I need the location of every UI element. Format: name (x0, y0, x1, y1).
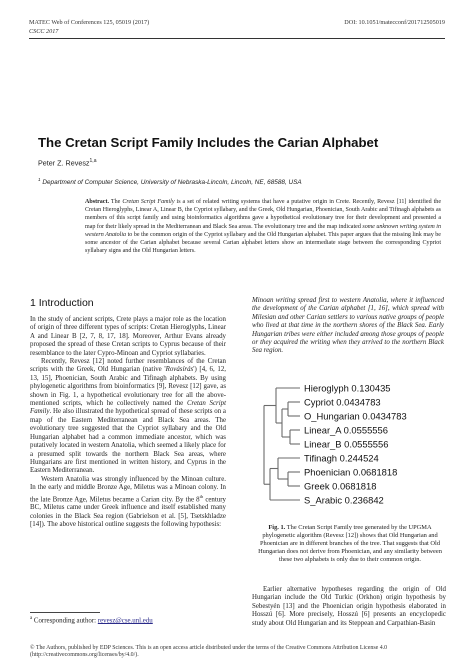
footnote-marker: a (30, 616, 33, 621)
tree-leaf-label: Hieroglyph 0.130435 (304, 382, 391, 394)
section-heading: 1 Introduction (30, 297, 94, 309)
right-column-paragraph (252, 586, 446, 628)
para2-text-a: Recently, Revesz [12] noted further resemblances of the Cretan scripts with the Greek, Old Hungarian (native ' (30, 358, 226, 374)
left-column (30, 316, 226, 529)
intro-paragraph-4: Earlier alternative hypotheses regarding the origin of Old Hungarian include the Old Turkic (Orkhon) origin hypothesis by Sebestyén [13] and the Phoenician origin hypothesis elaborated in Hosszú [6]. More precisely, Hosszú [6] presents an encyclopedic study about Old Hungarian and its Steppean and Carpathian-Basin (252, 586, 446, 627)
conference-header: CSCC 2017 (29, 28, 59, 35)
para2-text-b: ') [4, 6, 12, 13, 15], Phoenician, South Arabic and Tifinagh alphabets. By using phylogenetic algorithms from bioinformatics [9], Revesz [12] gave, as shown in Fig. 1, a hypothetical evolutionary tree for all the above-mentioned scripts, which he collectively named the (30, 366, 226, 408)
header-rule (29, 38, 445, 39)
tree-leaf-label: Cypriot 0.0434783 (304, 396, 381, 408)
paper-title: The Cretan Script Family Includes the Carian Alphabet (38, 135, 379, 150)
intro-paragraph-2 (30, 358, 226, 476)
footnote-label: Corresponding author: (33, 617, 97, 625)
journal-header: MATEC Web of Conferences 125, 05019 (2017) (29, 19, 150, 26)
tree-leaf-labels (304, 382, 407, 505)
phylogenetic-tree-figure (262, 380, 452, 516)
intro-paragraph-1: In the study of ancient scripts, Crete plays a major role as the location of origin of three different types of scripts: Cretan Hieroglyphs, Linear A and Linear B [2, 7, 8, 17, 18]. Moreover, Arthur Evans already proposed the spread of these Cretan scripts to Cyprus because of their resemblance to the later Cypro-Minoan and Cypriot syllabaries. (30, 316, 226, 357)
para2-text-c: . He also illustrated the hypothetical spread of these scripts on a map of the Eastern Mediterranean and Black Sea areas. The evolutionary tree suggested that the Cypriot syllabary and the Old Hungarian alphabet had a common immediate ancestor, which was putatively located in western Anatolia, which seemed a likely place for a presumed split towards the northern Black Sea areas, where Hungarians are first mentioned in written history, and Cyprus in the Eastern Mediterranean. (30, 408, 226, 475)
doi-header: DOI: 10.1051/matecconf/201712505019 (344, 19, 445, 26)
tree-branches (264, 388, 300, 500)
para3-text-a: Western Anatolia was strongly influenced by the Minoan culture. In the early and middle Bronze Age, Miletus was a Minoan colony. In the late Bronze Age, Miletus became a Carian city. By the 8 (30, 475, 226, 503)
abstract-text-3: to be the common origin of the Cypriot syllabary and the Old Hungarian alphabet. This paper argues that the missing link may be some ancestor of the Carian alphabet because several Carian alphabet letters show an intermediate stage between the corresponding Cypriot syllabary signs and the Old Hungarian letters. (85, 231, 441, 255)
hypothesis-quote: Minoan writing spread first to western Anatolia, where it influenced the development of the Carian alphabet [1, 16], which spread with Milesian and other Carian settlers to various native groups of people who lived at that time in the northern shores of the Black Sea. Early Hungarian tribes were either included among those groups of people or they acquired the writing when they arrived to the northern Black Sea region. (252, 297, 444, 355)
tree-leaf-label: Greek 0.0681818 (304, 480, 377, 492)
footnote-rule (30, 612, 100, 613)
para3-superscript: th (199, 493, 204, 499)
author-line (38, 158, 96, 167)
caption-text: The Cretan Script Family tree generated by the UPGMA phylogenetic algorithm (Revesz [12]) shows that Old Hungarian and Phoenician are in different branches of the tree. That suggests that Old Hungarian does not derive from Phoenician, and any similarity between these two alphabets is only due to their common origin. (258, 524, 442, 563)
footnote (30, 616, 153, 624)
license-footer: © The Authors, published by EDP Sciences. This is an open access article distributed under the terms of the Creative Commons Attribution License 4.0 (http://creativecommons.org/licenses/by/4.0/). (30, 645, 388, 659)
tree-leaf-label: S_Arabic 0.236842 (304, 494, 384, 506)
author-name: Peter Z. Revesz (38, 158, 90, 168)
caption-label: Fig. 1. (268, 524, 286, 531)
affiliation (38, 177, 302, 186)
author-superscript: 1,a (89, 158, 97, 164)
para3-text-b: century BC, Miletus came under Greek influence and itself established many colonies in the Black Sea region (Gabrielson et al. [5], Tsetskhladze [14]). The above historical outline suggests the following hypothesis: (30, 495, 226, 529)
tree-leaf-label: Tifinagh 0.244524 (304, 452, 379, 464)
para2-emphasis: Rovásírás (165, 366, 194, 374)
affiliation-text: Department of Computer Science, University of Nebraska-Lincoln, Lincoln, NE, 68588, USA (42, 179, 302, 187)
tree-leaf-label: Linear_B 0.0555556 (304, 438, 389, 450)
abstract-emphasis-1: Cretan Script Family (122, 199, 175, 205)
abstract-text-1: The (110, 199, 121, 205)
intro-paragraph-3 (30, 476, 226, 530)
para2-emphasis-2: Cretan Script Family (30, 400, 226, 416)
author-email-link[interactable]: revesz@cse.unl.edu (97, 617, 153, 625)
figure-caption (258, 524, 442, 564)
tree-leaf-label: Phoenician 0.0681818 (304, 466, 398, 478)
tree-leaf-label: Linear_A 0.0555556 (304, 424, 388, 436)
abstract (85, 198, 441, 255)
abstract-label: Abstract. (85, 199, 110, 205)
abstract-emphasis-2: some unknown writing system in western Anatolia (85, 223, 442, 238)
tree-leaf-label: O_Hungarian 0.0434783 (304, 410, 407, 422)
affiliation-superscript: 1 (38, 177, 41, 182)
abstract-text-2: is a set of related writing systems that have a putative origin in Crete. Recently, Revesz [11] identified the Cretan Hieroglyphs, Linear A, Linear B, the Cypriot syllabary, and the Greek, Old Hungarian, Phoenician, South Arabic and Tifinagh alphabets as members of this script family and using bioinformatics algorithms gave a hypothetical evolutionary tree for their development and presented a map for their likely spread in the Mediterranean and Black Sea areas. The evolutionary tree and the map indicated (85, 199, 442, 230)
